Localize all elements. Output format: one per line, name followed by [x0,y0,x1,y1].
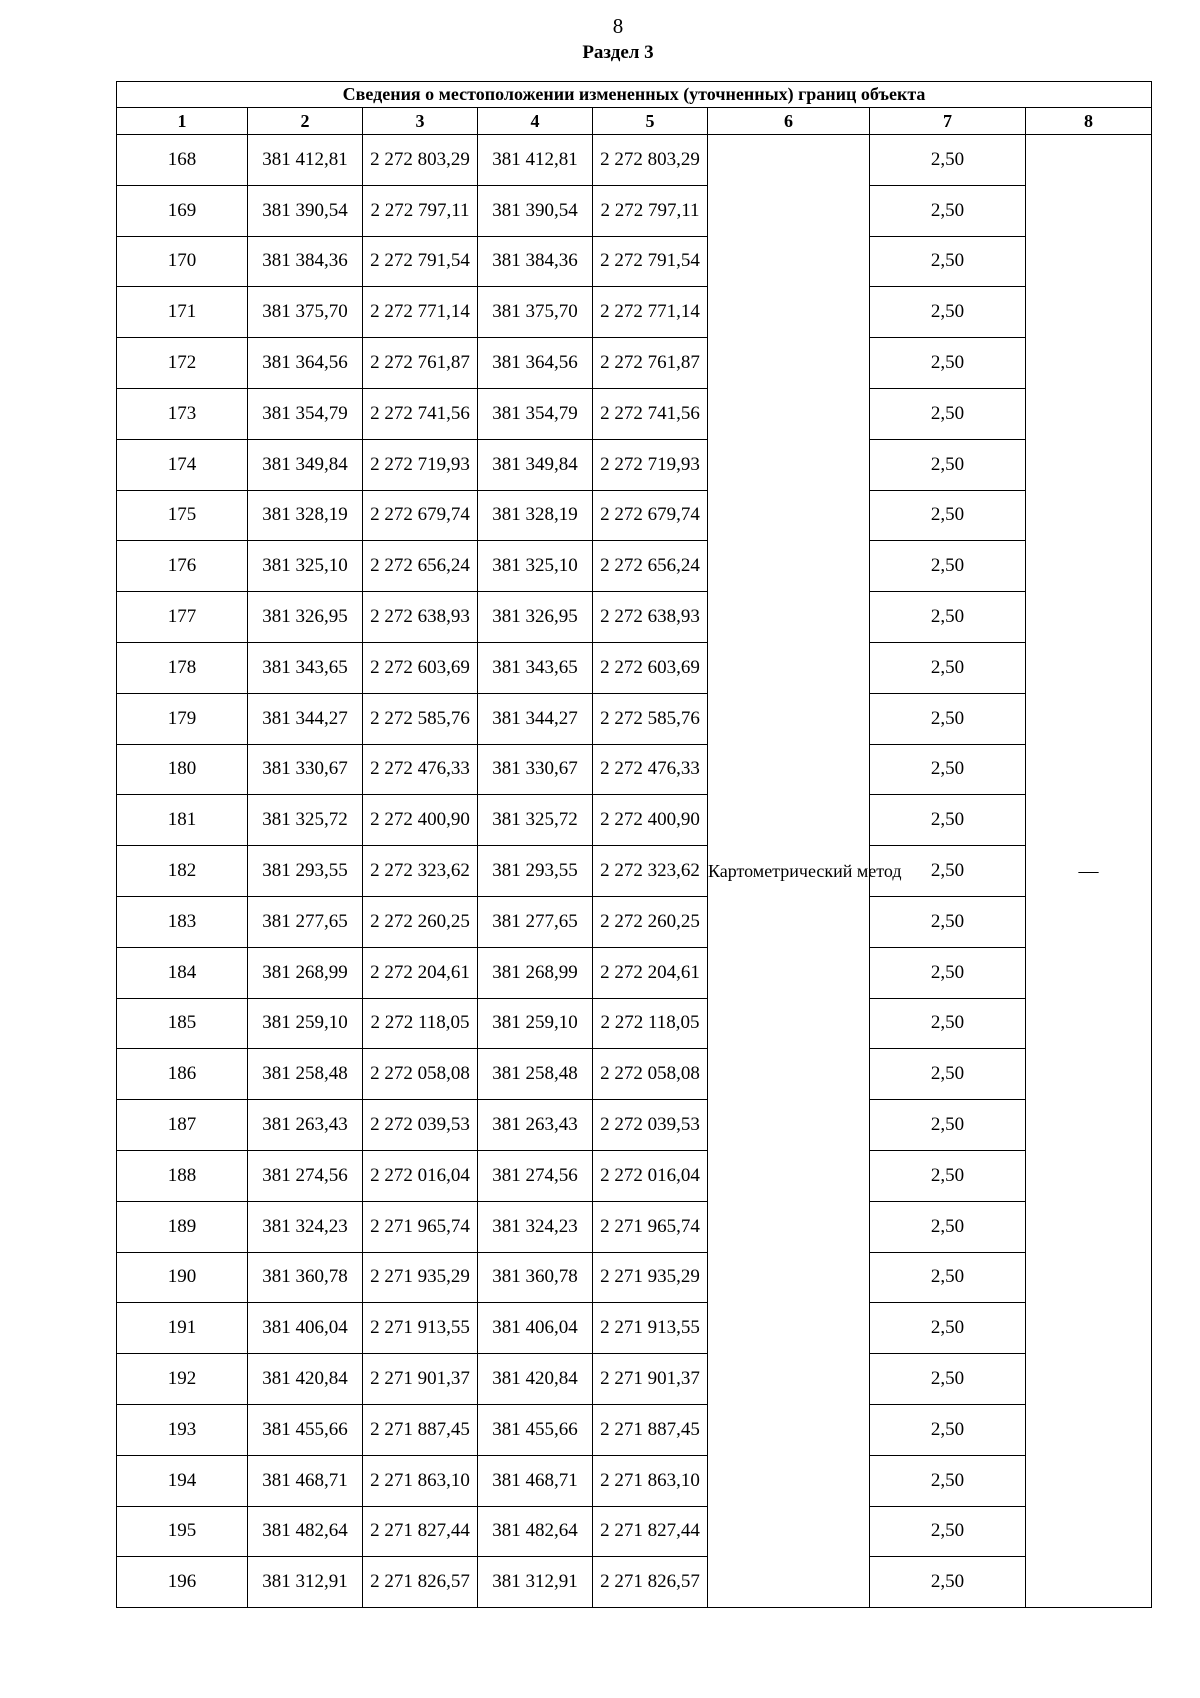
x-new-cell: 381 328,19 [478,490,593,541]
y-new-cell: 2 272 476,33 [593,744,708,795]
y-new-cell: 2 272 638,93 [593,592,708,643]
y-new-cell: 2 272 791,54 [593,236,708,287]
table-row [117,287,1152,338]
x-new-cell: 381 259,10 [478,998,593,1049]
y-old-cell: 2 272 400,90 [363,795,478,846]
x-new-cell: 381 326,95 [478,592,593,643]
y-new-cell: 2 272 803,29 [593,135,708,186]
table-row [117,490,1152,541]
table-row [117,1506,1152,1557]
point-number-cell: 169 [117,185,248,236]
method-cell: Картометрический метод [708,135,870,1608]
x-old-cell: 381 384,36 [248,236,363,287]
accuracy-cell: 2,50 [870,388,1026,439]
accuracy-cell: 2,50 [870,338,1026,389]
point-number-cell: 173 [117,388,248,439]
point-number-cell: 184 [117,947,248,998]
table-row [117,1455,1152,1506]
x-old-cell: 381 390,54 [248,185,363,236]
point-number-cell: 170 [117,236,248,287]
point-number-cell: 195 [117,1506,248,1557]
x-new-cell: 381 293,55 [478,846,593,897]
point-number-cell: 186 [117,1049,248,1100]
table-row [117,693,1152,744]
table-row [117,1354,1152,1405]
x-old-cell: 381 325,10 [248,541,363,592]
accuracy-cell: 2,50 [870,896,1026,947]
column-number-4: 4 [478,108,593,135]
y-old-cell: 2 272 761,87 [363,338,478,389]
x-new-cell: 381 364,56 [478,338,593,389]
y-old-cell: 2 272 771,14 [363,287,478,338]
y-new-cell: 2 272 260,25 [593,896,708,947]
table-row [117,185,1152,236]
y-new-cell: 2 272 016,04 [593,1150,708,1201]
y-old-cell: 2 271 887,45 [363,1404,478,1455]
y-new-cell: 2 271 827,44 [593,1506,708,1557]
y-new-cell: 2 271 935,29 [593,1252,708,1303]
y-new-cell: 2 272 039,53 [593,1100,708,1151]
accuracy-cell: 2,50 [870,1404,1026,1455]
x-old-cell: 381 343,65 [248,642,363,693]
x-old-cell: 381 328,19 [248,490,363,541]
accuracy-cell: 2,50 [870,998,1026,1049]
y-old-cell: 2 271 827,44 [363,1506,478,1557]
table-row [117,896,1152,947]
table-row [117,236,1152,287]
y-old-cell: 2 271 965,74 [363,1201,478,1252]
y-old-cell: 2 272 260,25 [363,896,478,947]
y-new-cell: 2 272 679,74 [593,490,708,541]
x-old-cell: 381 263,43 [248,1100,363,1151]
y-new-cell: 2 272 323,62 [593,846,708,897]
x-new-cell: 381 344,27 [478,693,593,744]
table-row [117,1252,1152,1303]
x-new-cell: 381 375,70 [478,287,593,338]
table-row [117,1303,1152,1354]
x-old-cell: 381 406,04 [248,1303,363,1354]
point-number-cell: 168 [117,135,248,186]
y-old-cell: 2 272 741,56 [363,388,478,439]
table-row [117,1100,1152,1151]
y-new-cell: 2 272 741,56 [593,388,708,439]
x-new-cell: 381 258,48 [478,1049,593,1100]
point-number-cell: 192 [117,1354,248,1405]
y-new-cell: 2 271 901,37 [593,1354,708,1405]
accuracy-cell: 2,50 [870,795,1026,846]
table-row [117,744,1152,795]
y-old-cell: 2 272 039,53 [363,1100,478,1151]
column-number-1: 1 [117,108,248,135]
table-row [117,998,1152,1049]
accuracy-cell: 2,50 [870,541,1026,592]
column-number-3: 3 [363,108,478,135]
x-new-cell: 381 277,65 [478,896,593,947]
point-number-cell: 171 [117,287,248,338]
x-old-cell: 381 330,67 [248,744,363,795]
x-new-cell: 381 343,65 [478,642,593,693]
table-row [117,338,1152,389]
x-new-cell: 381 330,67 [478,744,593,795]
y-old-cell: 2 272 603,69 [363,642,478,693]
x-old-cell: 381 344,27 [248,693,363,744]
x-new-cell: 381 360,78 [478,1252,593,1303]
x-old-cell: 381 293,55 [248,846,363,897]
y-new-cell: 2 271 887,45 [593,1404,708,1455]
table-row [117,388,1152,439]
accuracy-cell: 2,50 [870,693,1026,744]
accuracy-cell: 2,50 [870,592,1026,643]
table-row [117,642,1152,693]
point-number-cell: 178 [117,642,248,693]
x-new-cell: 381 268,99 [478,947,593,998]
y-new-cell: 2 272 585,76 [593,693,708,744]
table-row [117,1150,1152,1201]
accuracy-cell: 2,50 [870,1303,1026,1354]
y-old-cell: 2 272 803,29 [363,135,478,186]
accuracy-cell: 2,50 [870,846,1026,897]
table-row [117,1049,1152,1100]
y-old-cell: 2 272 719,93 [363,439,478,490]
y-new-cell: 2 272 761,87 [593,338,708,389]
y-old-cell: 2 272 058,08 [363,1049,478,1100]
x-old-cell: 381 360,78 [248,1252,363,1303]
y-old-cell: 2 272 016,04 [363,1150,478,1201]
boundary-coordinates-table [116,81,1152,1608]
point-number-cell: 196 [117,1557,248,1608]
column-number-2: 2 [248,108,363,135]
point-number-cell: 191 [117,1303,248,1354]
accuracy-cell: 2,50 [870,1455,1026,1506]
accuracy-cell: 2,50 [870,1100,1026,1151]
table-caption: Сведения о местоположении измененных (уточненных) границ объекта [117,82,1152,108]
x-new-cell: 381 468,71 [478,1455,593,1506]
y-new-cell: 2 272 656,24 [593,541,708,592]
accuracy-cell: 2,50 [870,1354,1026,1405]
y-old-cell: 2 272 476,33 [363,744,478,795]
x-old-cell: 381 349,84 [248,439,363,490]
y-old-cell: 2 271 935,29 [363,1252,478,1303]
y-new-cell: 2 272 797,11 [593,185,708,236]
accuracy-cell: 2,50 [870,236,1026,287]
point-number-cell: 194 [117,1455,248,1506]
table-row [117,1404,1152,1455]
accuracy-cell: 2,50 [870,490,1026,541]
point-number-cell: 182 [117,846,248,897]
x-new-cell: 381 263,43 [478,1100,593,1151]
x-old-cell: 381 482,64 [248,1506,363,1557]
point-number-cell: 177 [117,592,248,643]
accuracy-cell: 2,50 [870,1201,1026,1252]
point-number-cell: 174 [117,439,248,490]
table-row [117,439,1152,490]
x-new-cell: 381 390,54 [478,185,593,236]
x-old-cell: 381 259,10 [248,998,363,1049]
point-number-cell: 190 [117,1252,248,1303]
y-old-cell: 2 272 585,76 [363,693,478,744]
x-old-cell: 381 412,81 [248,135,363,186]
x-old-cell: 381 364,56 [248,338,363,389]
point-number-cell: 183 [117,896,248,947]
y-old-cell: 2 272 656,24 [363,541,478,592]
column-number-8: 8 [1026,108,1152,135]
x-old-cell: 381 326,95 [248,592,363,643]
y-new-cell: 2 271 826,57 [593,1557,708,1608]
y-old-cell: 2 272 679,74 [363,490,478,541]
table-row [117,135,1152,186]
y-new-cell: 2 272 058,08 [593,1049,708,1100]
accuracy-cell: 2,50 [870,744,1026,795]
accuracy-cell: 2,50 [870,1506,1026,1557]
x-old-cell: 381 312,91 [248,1557,363,1608]
y-old-cell: 2 272 797,11 [363,185,478,236]
table-row [117,947,1152,998]
table-row [117,846,1152,897]
table-row [117,1201,1152,1252]
point-number-cell: 179 [117,693,248,744]
x-new-cell: 381 325,72 [478,795,593,846]
x-old-cell: 381 375,70 [248,287,363,338]
y-new-cell: 2 271 863,10 [593,1455,708,1506]
y-new-cell: 2 272 400,90 [593,795,708,846]
y-old-cell: 2 271 901,37 [363,1354,478,1405]
x-old-cell: 381 325,72 [248,795,363,846]
x-old-cell: 381 277,65 [248,896,363,947]
x-new-cell: 381 420,84 [478,1354,593,1405]
y-old-cell: 2 271 913,55 [363,1303,478,1354]
accuracy-cell: 2,50 [870,287,1026,338]
page-number: 8 [612,14,624,38]
accuracy-cell: 2,50 [870,1150,1026,1201]
y-old-cell: 2 271 826,57 [363,1557,478,1608]
x-old-cell: 381 258,48 [248,1049,363,1100]
y-old-cell: 2 272 791,54 [363,236,478,287]
y-old-cell: 2 272 204,61 [363,947,478,998]
column-number-6: 6 [708,108,870,135]
accuracy-cell: 2,50 [870,185,1026,236]
x-new-cell: 381 406,04 [478,1303,593,1354]
point-number-cell: 176 [117,541,248,592]
point-number-cell: 188 [117,1150,248,1201]
column-number-7: 7 [870,108,1026,135]
x-old-cell: 381 354,79 [248,388,363,439]
section-title: Раздел 3 [582,42,654,63]
column-number-5: 5 [593,108,708,135]
x-old-cell: 381 420,84 [248,1354,363,1405]
y-new-cell: 2 272 771,14 [593,287,708,338]
y-new-cell: 2 271 965,74 [593,1201,708,1252]
accuracy-cell: 2,50 [870,135,1026,186]
point-number-cell: 189 [117,1201,248,1252]
x-new-cell: 381 354,79 [478,388,593,439]
accuracy-cell: 2,50 [870,1557,1026,1608]
x-old-cell: 381 468,71 [248,1455,363,1506]
point-number-cell: 193 [117,1404,248,1455]
x-old-cell: 381 455,66 [248,1404,363,1455]
x-old-cell: 381 268,99 [248,947,363,998]
table-row [117,541,1152,592]
y-old-cell: 2 272 638,93 [363,592,478,643]
accuracy-cell: 2,50 [870,1252,1026,1303]
x-new-cell: 381 325,10 [478,541,593,592]
point-number-cell: 175 [117,490,248,541]
accuracy-cell: 2,50 [870,947,1026,998]
point-number-cell: 172 [117,338,248,389]
x-new-cell: 381 312,91 [478,1557,593,1608]
accuracy-cell: 2,50 [870,1049,1026,1100]
point-number-cell: 180 [117,744,248,795]
y-new-cell: 2 272 719,93 [593,439,708,490]
x-new-cell: 381 384,36 [478,236,593,287]
y-new-cell: 2 272 118,05 [593,998,708,1049]
x-new-cell: 381 482,64 [478,1506,593,1557]
y-new-cell: 2 272 603,69 [593,642,708,693]
table-row [117,795,1152,846]
y-old-cell: 2 271 863,10 [363,1455,478,1506]
y-old-cell: 2 272 323,62 [363,846,478,897]
y-new-cell: 2 271 913,55 [593,1303,708,1354]
x-new-cell: 381 349,84 [478,439,593,490]
accuracy-cell: 2,50 [870,642,1026,693]
x-new-cell: 381 412,81 [478,135,593,186]
x-new-cell: 381 324,23 [478,1201,593,1252]
x-new-cell: 381 455,66 [478,1404,593,1455]
point-number-cell: 181 [117,795,248,846]
table-row [117,1557,1152,1608]
y-old-cell: 2 272 118,05 [363,998,478,1049]
point-number-cell: 187 [117,1100,248,1151]
x-old-cell: 381 324,23 [248,1201,363,1252]
x-old-cell: 381 274,56 [248,1150,363,1201]
x-new-cell: 381 274,56 [478,1150,593,1201]
accuracy-cell: 2,50 [870,439,1026,490]
column8-cell: — [1026,135,1152,1608]
point-number-cell: 185 [117,998,248,1049]
table-row [117,592,1152,643]
y-new-cell: 2 272 204,61 [593,947,708,998]
